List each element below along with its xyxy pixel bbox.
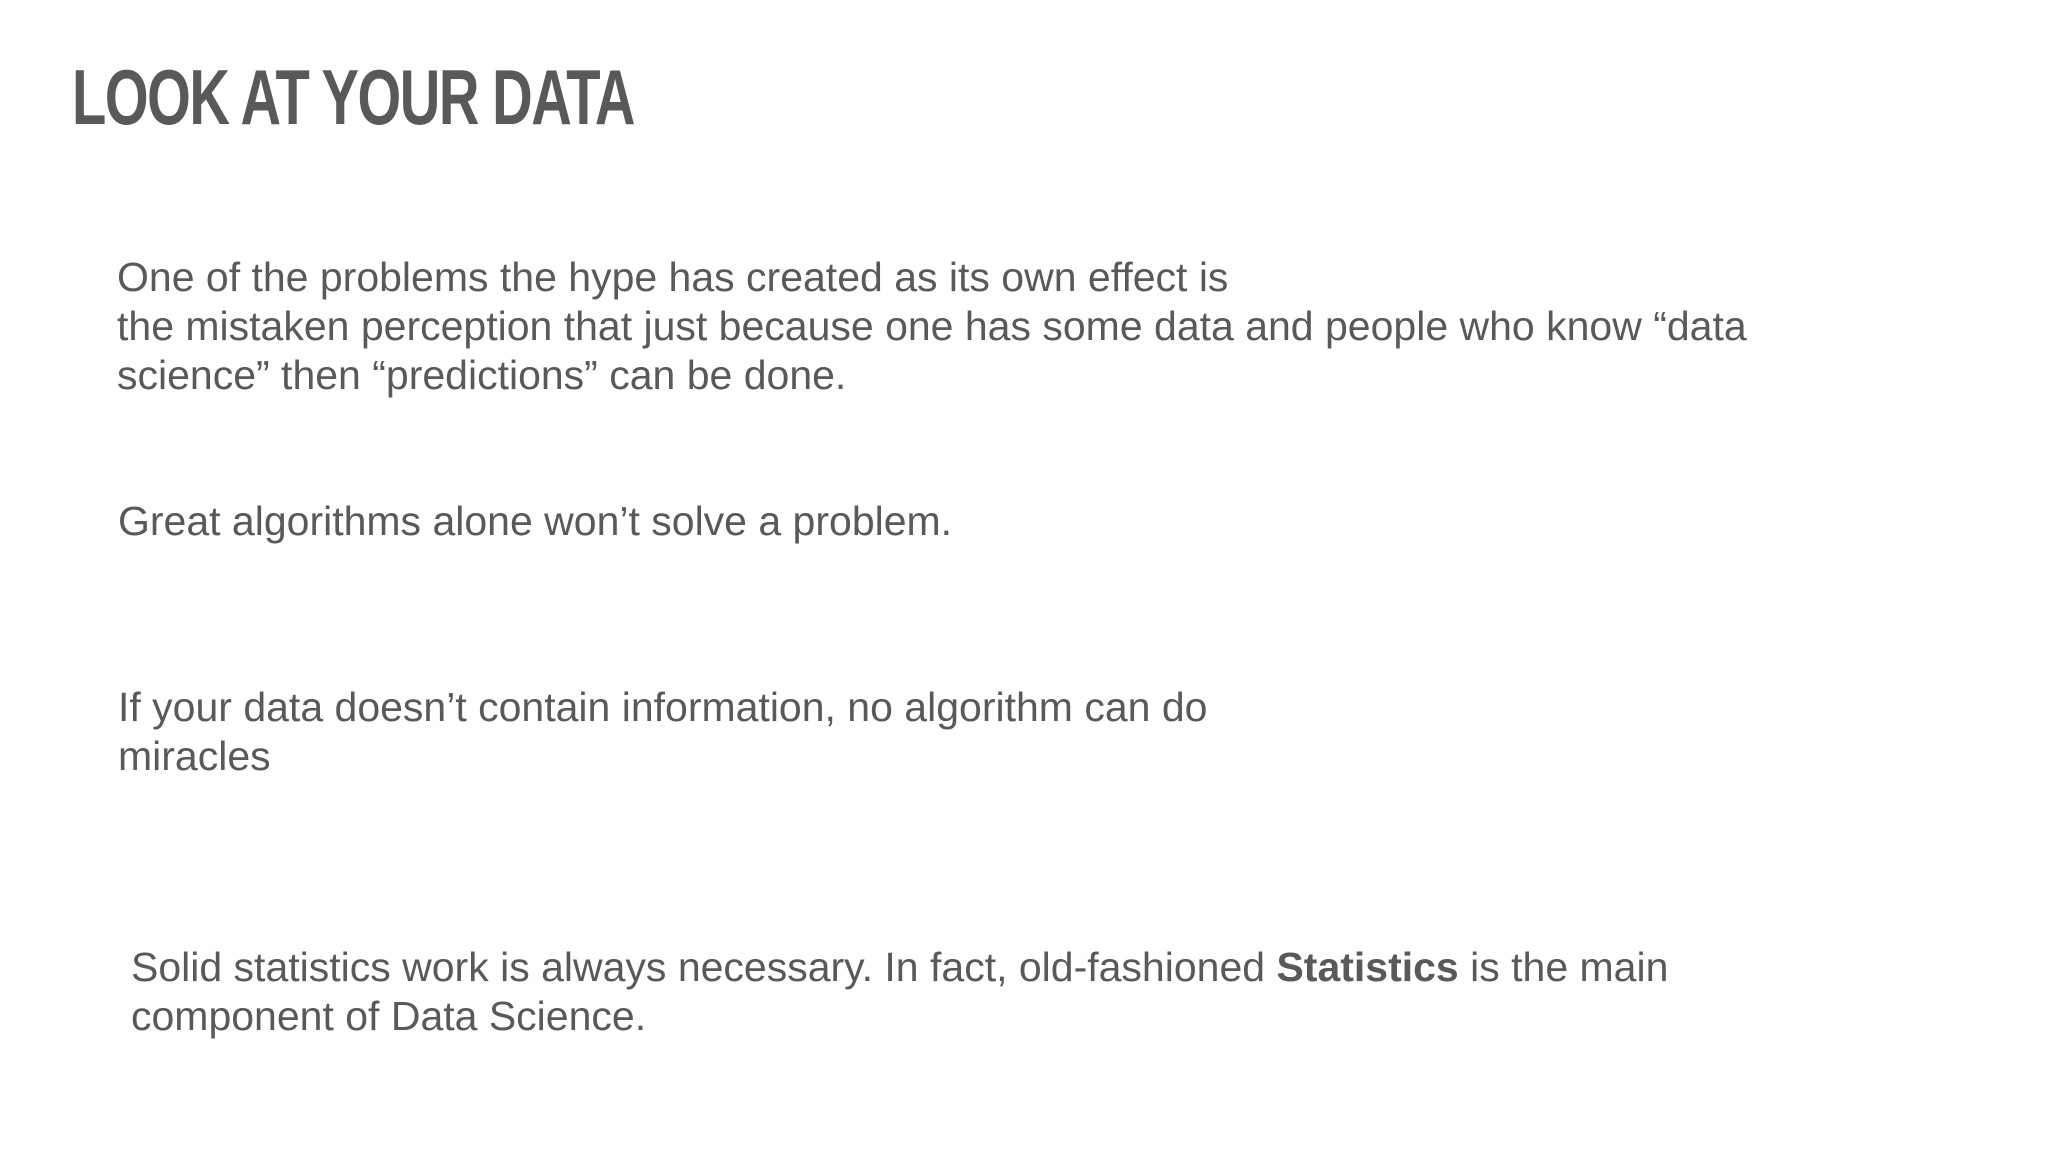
text-run: is the main <box>1458 944 1669 990</box>
paragraph-line: One of the problems the hype has created as its own effect is <box>117 254 1229 300</box>
paragraph-information <box>118 683 1207 781</box>
paragraph-algorithms <box>118 497 952 546</box>
paragraph-statistics <box>131 943 1668 1041</box>
paragraph-line <box>131 943 1668 992</box>
bold-statistics: Statistics <box>1276 944 1459 990</box>
paragraph-line: component of Data Science. <box>131 993 647 1039</box>
paragraph-line: miracles <box>118 733 271 779</box>
text-run: Solid statistics work is always necessary. In fact, old-fashioned <box>131 944 1277 990</box>
paragraph-line: science” then “predictions” can be done. <box>117 352 847 398</box>
paragraph-line: Great algorithms alone won’t solve a problem. <box>118 498 953 544</box>
paragraph-hype <box>117 253 1747 400</box>
slide-title: LOOK AT YOUR DATA <box>72 53 635 141</box>
paragraph-line: If your data doesn’t contain information, no algorithm can do <box>118 684 1208 730</box>
paragraph-line: the mistaken perception that just because one has some data and people who know “data <box>117 303 1747 349</box>
